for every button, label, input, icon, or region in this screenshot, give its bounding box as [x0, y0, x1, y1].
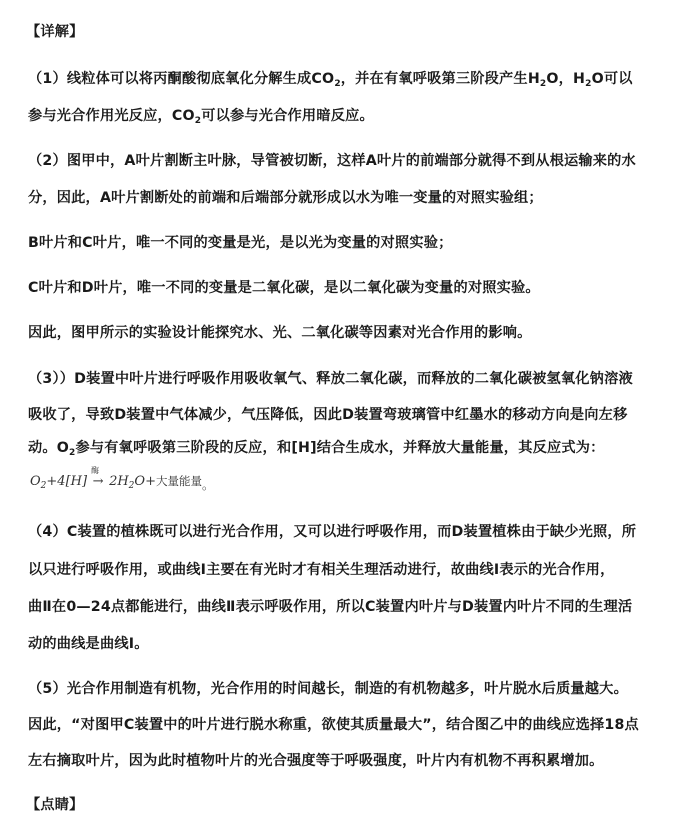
subscript: 2: [585, 79, 592, 89]
p5-line-1: （5）光合作用制造有机物，光合作用的时间越长，制造的有机物越多，叶片脱水后质量越大。: [28, 681, 628, 697]
formula-o: O: [30, 474, 41, 489]
text-span: 参与光合作用光反应，CO: [28, 108, 195, 124]
p3-line-2: 吸收了，导致D装置中气体减少，气压降低，因此D装置弯玻璃管中红墨水的移动方向是向左移: [28, 407, 628, 423]
reaction-formula: [30, 466, 214, 492]
p5-line-2: 因此，“对图甲C装置中的叶片进行脱水称重，欲使其质量最大”，结合图乙中的曲线应选择18点: [28, 717, 639, 733]
text-span: O可以: [591, 71, 633, 87]
detail-heading: 【详解】: [26, 24, 84, 40]
subscript: 2: [539, 79, 547, 89]
formula-arrow: [87, 466, 109, 489]
text-span: ，并在有氧呼吸第三阶段产生H: [340, 71, 540, 87]
formula-o-plus: O+: [134, 474, 156, 489]
p4-line-1: （4）C装置的植株既可以进行光合作用，又可以进行呼吸作用，而D装置植株由于缺少光照，所: [28, 524, 637, 540]
p4-line-2: 以只进行呼吸作用，或曲线Ⅰ主要在有光时才有相关生理活动进行，故曲线Ⅰ表示的光合作用，: [28, 562, 615, 578]
p2-line-2: 分，因此，A叶片割断处的前端和后端部分就形成以水为唯一变量的对照实验组；: [28, 190, 543, 206]
formula-energy: 大量能量: [155, 474, 202, 488]
arrow-icon: →: [92, 474, 104, 489]
p2-line-5: 因此，图甲所示的实验设计能探究水、光、二氧化碳等因素对光合作用的影响。: [28, 325, 532, 341]
p2-line-4: C叶片和D叶片，唯一不同的变量是二氧化碳，是以二氧化碳为变量的对照实验。: [28, 280, 540, 296]
text-span: （1）线粒体可以将丙酮酸彻底氧化分解生成CO: [28, 71, 335, 87]
formula-period: 。: [201, 478, 214, 492]
subscript: 2: [128, 481, 135, 491]
text-span: 可以参与光合作用暗反应。: [201, 108, 374, 124]
subscript: 2: [69, 448, 76, 458]
formula-h: 2H: [109, 474, 129, 489]
p3-line-1: （3））D装置中叶片进行呼吸作用吸收氧气、释放二氧化碳，而释放的二氧化碳被氢氧化钠溶液: [28, 371, 633, 387]
formula-plus-h: +4[H]: [46, 474, 88, 489]
subscript: 2: [334, 79, 341, 89]
text-span: 参与有氧呼吸第三阶段的反应，和[H]结合生成水，并释放大量能量，其反应式为：: [75, 440, 605, 456]
subscript: 2: [40, 481, 47, 491]
p4-line-4: 动的曲线是曲线Ⅰ。: [28, 636, 149, 652]
p3-line-3: [28, 438, 674, 463]
text-span: 动。O: [28, 440, 70, 456]
p5-line-3: 左右摘取叶片，因为此时植物叶片的光合强度等于呼吸强度，叶片内有机物不再积累增加。: [28, 753, 604, 769]
p1-line-1: [28, 69, 674, 94]
catalyst-label: 酶: [91, 466, 100, 475]
text-span: O，H: [546, 71, 586, 87]
subscript: 2: [194, 116, 202, 126]
p2-line-3: B叶片和C叶片，唯一不同的变量是光，是以光为变量的对照实验；: [28, 235, 453, 251]
p4-line-3: 曲Ⅱ在0—24点都能进行，曲线Ⅱ表示呼吸作用，所以C装置内叶片与D装置内叶片不同的生理活: [28, 599, 633, 615]
p1-line-2: [28, 106, 674, 131]
p2-line-1: （2）图甲中，A叶片割断主叶脉，导管被切断，这样A叶片的前端部分就得不到从根运输来的水: [28, 153, 636, 169]
insight-heading: 【点睛】: [26, 797, 84, 813]
